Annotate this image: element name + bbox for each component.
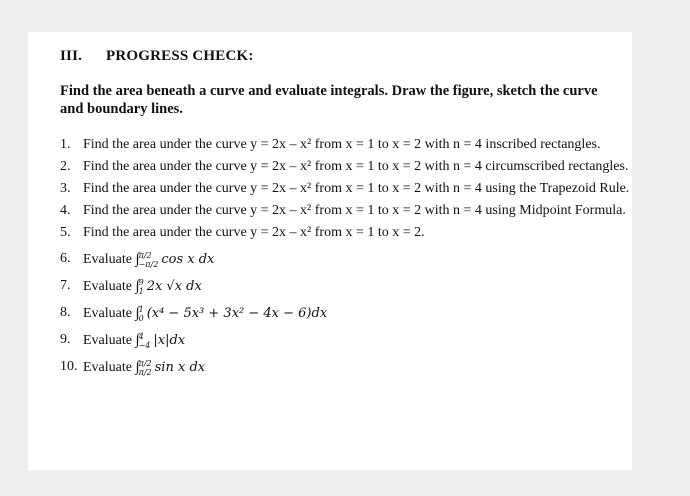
- problem-number: 5.: [60, 225, 71, 240]
- problem-number: 6.: [60, 251, 71, 266]
- integral-limits: [139, 305, 144, 323]
- problem-text: Find the area under the curve y = 2x – x² from x = 1 to x = 2 with n = 4 inscribed rectangles.: [83, 137, 601, 152]
- integrand: cos x dx: [161, 252, 215, 267]
- integrand: sin x dx: [154, 360, 206, 375]
- lower-limit: π/2: [138, 367, 152, 377]
- evaluate-label: Evaluate: [83, 333, 132, 348]
- evaluate-label: Evaluate: [83, 279, 132, 294]
- problem-list: [60, 136, 630, 377]
- evaluate-label: Evaluate: [83, 306, 132, 321]
- upper-limit: 4: [138, 331, 144, 341]
- upper-limit: 9: [138, 277, 144, 287]
- integral-sign: ∫: [135, 278, 140, 294]
- problem-number: 3.: [60, 181, 71, 196]
- problem-item-10: [60, 358, 630, 377]
- problem-text: Find the area under the curve y = 2x – x² from x = 1 to x = 2 with n = 4 circumscribed rectangles.: [83, 159, 629, 174]
- lower-limit: 1: [138, 286, 144, 296]
- section-title: PROGRESS CHECK:: [106, 48, 254, 64]
- integral-limits: [139, 278, 144, 296]
- upper-limit: 1: [138, 304, 144, 314]
- evaluate-label: Evaluate: [83, 360, 132, 375]
- lower-limit: 0: [138, 313, 144, 323]
- problem-item-8: [60, 304, 630, 323]
- problem-text: Find the area under the curve y = 2x – x² from x = 1 to x = 2 with n = 4 using Midpoint Formula.: [83, 203, 626, 218]
- problem-item-7: [60, 277, 630, 296]
- integral-sign: ∫: [135, 332, 140, 348]
- integral-limits: [139, 332, 151, 350]
- problem-item-4: [60, 202, 630, 220]
- upper-limit: π/2: [138, 358, 152, 368]
- problem-number: 7.: [60, 278, 71, 293]
- instructions: Find the area beneath a curve and evaluate integrals. Draw the figure, sketch the curve and boundary lines.: [60, 83, 598, 117]
- evaluate-label: Evaluate: [83, 252, 132, 267]
- problem-number: 1.: [60, 137, 71, 152]
- problem-item-5: [60, 224, 630, 242]
- lower-limit: −π/2: [138, 259, 159, 269]
- section-number: III.: [60, 48, 83, 64]
- integral-sign: ∫: [135, 251, 140, 267]
- problem-item-1: [60, 136, 630, 154]
- section-header: [60, 48, 254, 65]
- problem-item-2: [60, 158, 630, 176]
- integrand: 2x √x dx: [146, 279, 202, 294]
- integrand: (x⁴ − 5x³ + 3x² − 4x − 6)dx: [146, 306, 328, 321]
- problem-item-9: [60, 331, 630, 350]
- problem-item-3: [60, 180, 630, 198]
- problem-number: 2.: [60, 159, 71, 174]
- problem-item-6: [60, 250, 630, 269]
- lower-limit: −4: [138, 340, 151, 350]
- integral-sign: ∫: [135, 305, 140, 321]
- integral-limits: [139, 251, 159, 269]
- problem-number: 8.: [60, 305, 71, 320]
- problem-text: Find the area under the curve y = 2x – x² from x = 1 to x = 2 with n = 4 using the Trapezoid Rule.: [83, 181, 630, 196]
- problem-number: 4.: [60, 203, 71, 218]
- upper-limit: π/2: [138, 250, 152, 260]
- problem-number: 9.: [60, 332, 71, 347]
- problem-text: Find the area under the curve y = 2x – x² from x = 1 to x = 2.: [83, 225, 425, 240]
- integrand: |x|dx: [153, 333, 186, 348]
- integral-limits: [139, 359, 152, 377]
- integral-sign: ∫: [135, 359, 140, 375]
- problem-number: 10.: [60, 359, 78, 374]
